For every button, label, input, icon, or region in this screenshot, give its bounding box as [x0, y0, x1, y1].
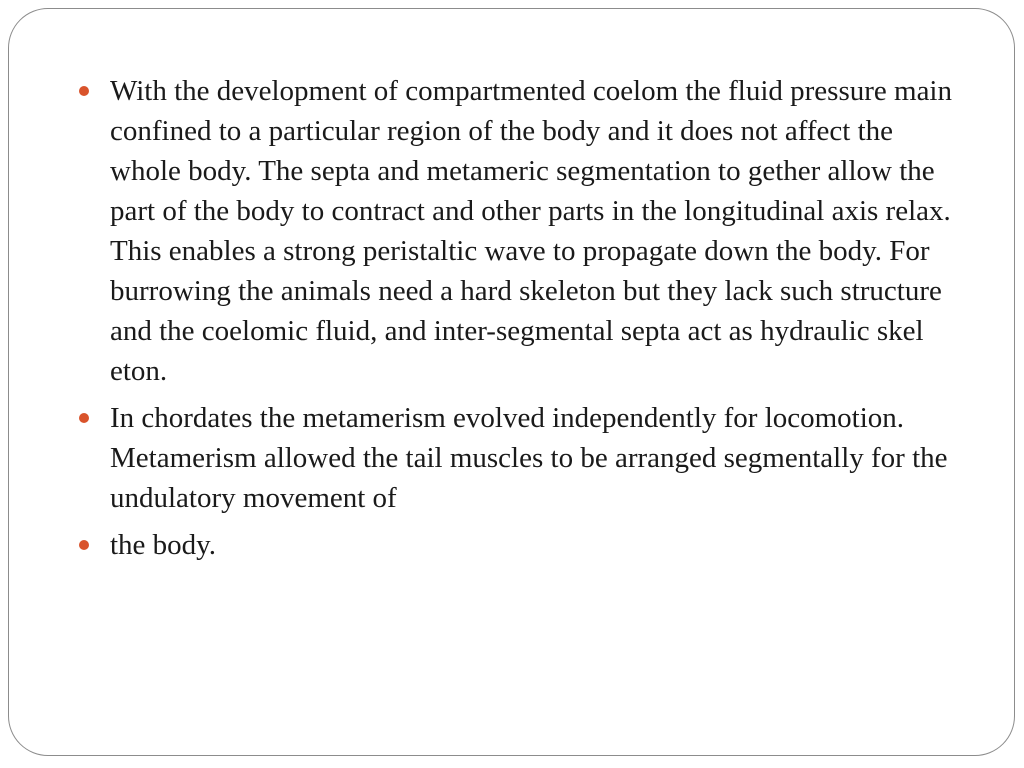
bullet-list	[79, 71, 959, 565]
slide-content	[79, 71, 959, 572]
bullet-dot-icon	[79, 413, 89, 423]
bullet-text: With the development of compartmented coelom the fluid pressure main confined to a particular region of the body and it does not affect the whole body. The septa and metameric segmentation to gether allow the part of the body to contract and other parts in the longitudinal axis relax. This enables a strong peristaltic wave to propagate down the body. For burrowing the animals need a hard skeleton but they lack such structure and the coelomic fluid, and inter-segmental septa act as hydraulic skel eton.	[110, 75, 952, 387]
bullet-item-coelom	[79, 71, 959, 391]
bullet-text: the body.	[110, 529, 217, 561]
bullet-text: In chordates the metamerism evolved independently for locomotion. Metamerism allowed the tail muscles to be arranged segmentally for the undulatory movement of	[110, 402, 948, 514]
bullet-dot-icon	[79, 540, 89, 550]
bullet-item-body	[79, 525, 959, 565]
bullet-item-chordates	[79, 398, 959, 518]
slide-frame	[8, 8, 1015, 756]
bullet-dot-icon	[79, 86, 89, 96]
